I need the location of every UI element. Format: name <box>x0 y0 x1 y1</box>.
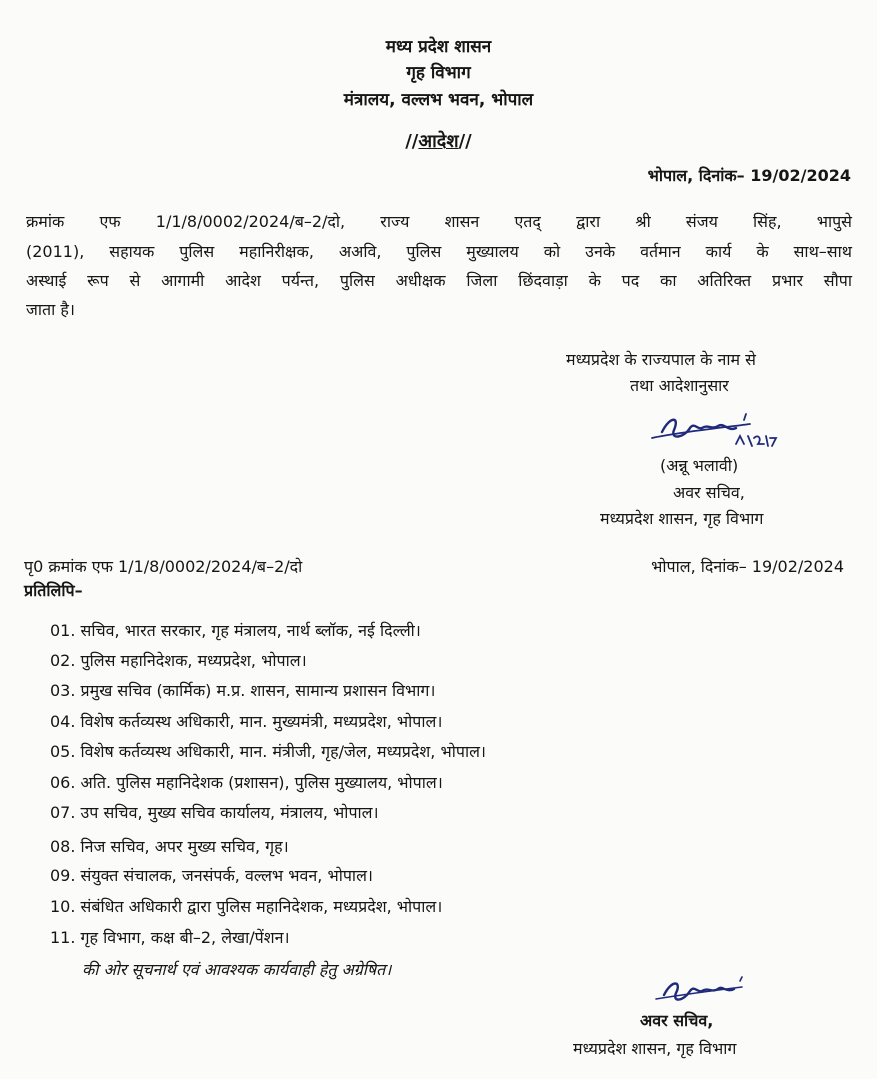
endorsement-date: भोपाल, दिनांक– 19/02/2024 <box>651 557 844 576</box>
authority-line: मध्यप्रदेश के राज्यपाल के नाम से <box>566 350 756 369</box>
signatory-department: मध्यप्रदेश शासन, गृह विभाग <box>600 509 764 528</box>
body-line: (2011), सहायक पुलिस महानिरीक्षक, अअवि, पुलिस मुख्यालय को उनके वर्तमान कार्य के साथ–साथ <box>26 242 852 261</box>
cc-list-item: 02. पुलिस महानिदेशक, मध्यप्रदेश, भोपाल। <box>50 651 307 670</box>
cc-list-item: 05. विशेष कर्तव्यस्थ अधिकारी, मान. मंत्रीजी, गृह/जेल, मध्यप्रदेश, भोपाल। <box>50 742 486 761</box>
signatory-designation: अवर सचिव, <box>673 483 745 502</box>
closing-line: की ओर सूचनार्थ एवं आवश्यक कार्यवाही हेतु अग्रेषित। <box>82 960 392 979</box>
body-line: जाता है। <box>26 300 75 319</box>
signatory2-designation: अवर सचिव, <box>640 1011 714 1030</box>
order-title-left: // <box>405 131 419 152</box>
cc-list-item: 08. निज सचिव, अपर मुख्य सचिव, गृह। <box>50 837 289 856</box>
body-line: क्रमांक एफ 1/1/8/0002/2024/ब–2/दो, राज्य शासन एतद् द्वारा श्री संजय सिंह, भापुसे <box>26 212 852 231</box>
signatory2-department: मध्यप्रदेश शासन, गृह विभाग <box>573 1039 737 1058</box>
order-title-right: // <box>458 131 472 152</box>
signatory-name: (अन्नू भलावी) <box>660 456 739 475</box>
authority-line: तथा आदेशानुसार <box>630 376 729 395</box>
cc-list-item: 01. सचिव, भारत सरकार, गृह मंत्रालय, नार्थ ब्लॉक, नई दिल्ली। <box>50 621 421 640</box>
header-address: मंत्रालय, वल्लभ भवन, भोपाल <box>343 90 534 110</box>
cc-list-item: 10. संबंधित अधिकारी द्वारा पुलिस महानिदेशक, मध्यप्रदेश, भोपाल। <box>50 897 443 916</box>
cc-list-item: 07. उप सचिव, मुख्य सचिव कार्यालय, मंत्रालय, भोपाल। <box>50 803 379 822</box>
endorsement-ref: पृ0 क्रमांक एफ 1/1/8/0002/2024/ब–2/दो <box>24 557 303 576</box>
order-title <box>0 129 877 153</box>
header-department: गृह विभाग <box>406 63 471 83</box>
cc-list-item: 03. प्रमुख सचिव (कार्मिक) म.प्र. शासन, सामान्य प्रशासन विभाग। <box>50 681 436 700</box>
body-line: अस्थाई रूप से आगामी आदेश पर्यन्त, पुलिस अधीक्षक जिला छिंदवाड़ा के पद का अतिरिक्त प्रभार सौपा <box>26 271 852 290</box>
order-title-word: आदेश <box>418 131 459 152</box>
header-government: मध्य प्रदेश शासन <box>385 37 492 57</box>
cc-list-item: 06. अति. पुलिस महानिदेशक (प्रशासन), पुलिस मुख्यालय, भोपाल। <box>50 773 443 792</box>
cc-label: प्रतिलिपि– <box>24 581 83 600</box>
cc-list-item: 11. गृह विभाग, कक्ष बी–2, लेखा/पेंशन। <box>50 928 290 947</box>
order-date: भोपाल, दिनांक– 19/02/2024 <box>647 166 851 185</box>
cc-list-item: 09. संयुक्त संचालक, जनसंपर्क, वल्लभ भवन, भोपाल। <box>50 866 373 885</box>
cc-list-item: 04. विशेष कर्तव्यस्थ अधिकारी, मान. मुख्यमंत्री, मध्यप्रदेश, भोपाल। <box>50 712 443 731</box>
